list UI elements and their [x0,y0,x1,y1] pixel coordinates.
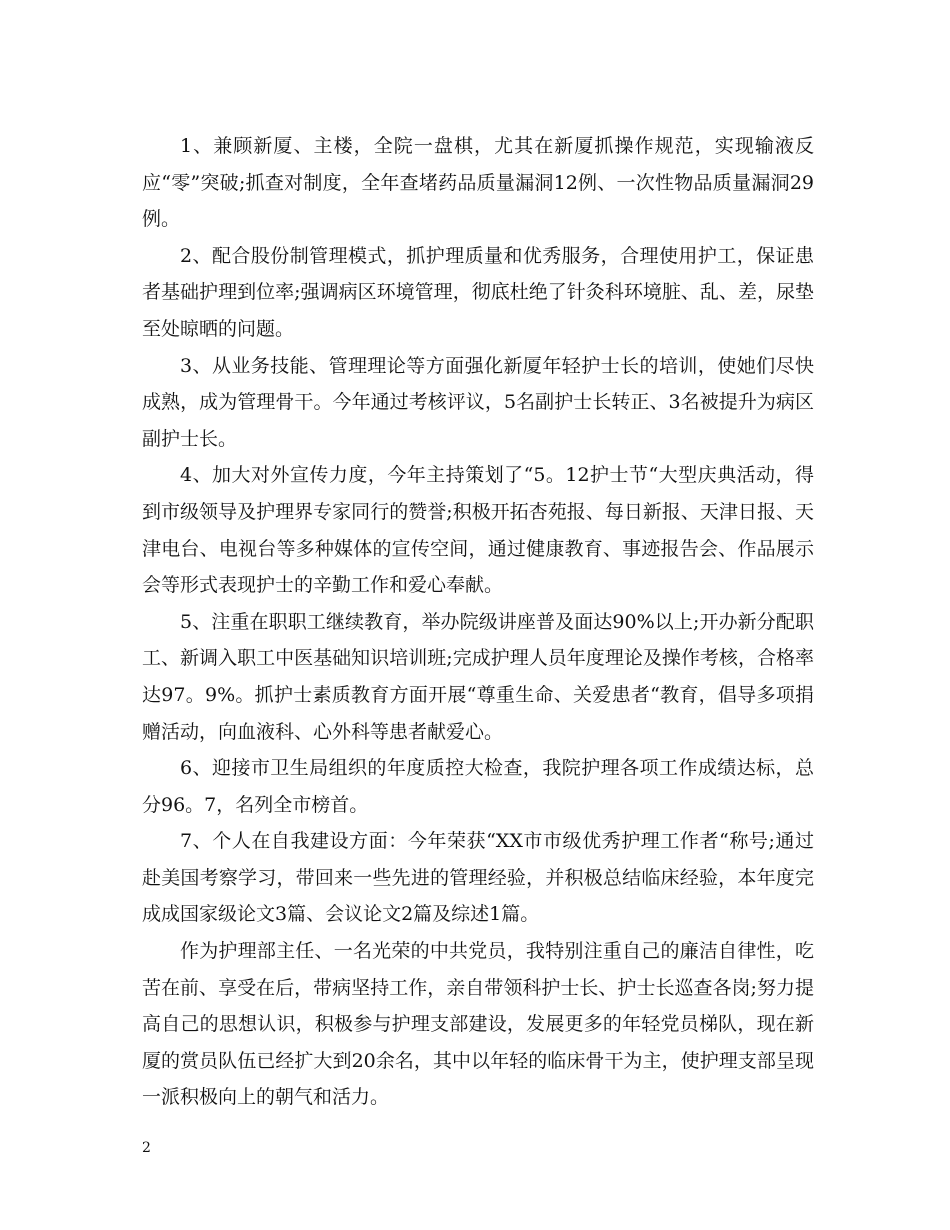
paragraph-8: 作为护理部主任、一名光荣的中共党员，我特别注重自己的廉洁自律性，吃苦在前、享受在后，带病坚持工作，亲自带领科护士长、护士长巡查各岗;努力提高自己的思想认识，积极参与护理支部建设，发展更多的年轻党员梯队，现在新厦的赏员队伍已经扩大到20余名，其中以年轻的临床骨干为主，使护理支部呈现一派积极向上的朝气和活力。 [142,940,814,1109]
paragraph-3: 3、从业务技能、管理理论等方面强化新厦年轻护士长的培训，使她们尽快成熟，成为管理骨干。今年通过考核评议，5名副护士长转正、3名被提升为病区副护士长。 [142,354,814,450]
paragraph-6: 6、迎接市卫生局组织的年度质控大检查，我院护理各项工作成绩达标，总分96。7，名列全市榜首。 [142,757,814,816]
paragraph-5: 5、注重在职职工继续教育，举办院级讲座普及面达90%以上;开办新分配职工、新调入职工中医基础知识培训班;完成护理人员年度理论及操作考核，合格率达97。9%。抓护士素质教育方面开展“尊重生命、关爱患者“教育，倡导多项捐赠活动，向血液科、心外科等患者献爱心。 [142,610,814,743]
document-body [142,128,814,1116]
paragraph-4: 4、加大对外宣传力度，今年主持策划了“5。12护士节“大型庆典活动，得到市级领导及护理界专家同行的赞誉;积极开拓杏苑报、每日新报、天津日报、天津电台、电视台等多种媒体的宣传空间，通过健康教育、事迹报告会、作品展示会等形式表现护士的辛勤工作和爱心奉献。 [142,464,814,597]
paragraph-1: 1、兼顾新厦、主楼，全院一盘棋，尤其在新厦抓操作规范，实现输液反应“零”突破;抓查对制度，全年查堵药品质量漏洞12例、一次性物品质量漏洞29例。 [142,135,814,231]
paragraph-2: 2、配合股份制管理模式，抓护理质量和优秀服务，合理使用护工，保证患者基础护理到位率;强调病区环境管理，彻底杜绝了针灸科环境脏、乱、差，尿垫至处晾晒的问题。 [142,244,814,340]
page-number: 2 [142,1140,151,1156]
paragraph-7: 7、个人在自我建设方面：今年荣获“XX市市级优秀护理工作者“称号;通过赴美国考察学习，带回来一些先进的管理经验，并积极总结临床经验，本年度完成成国家级论文3篇、会议论文2篇及综述1篇。 [142,830,814,926]
